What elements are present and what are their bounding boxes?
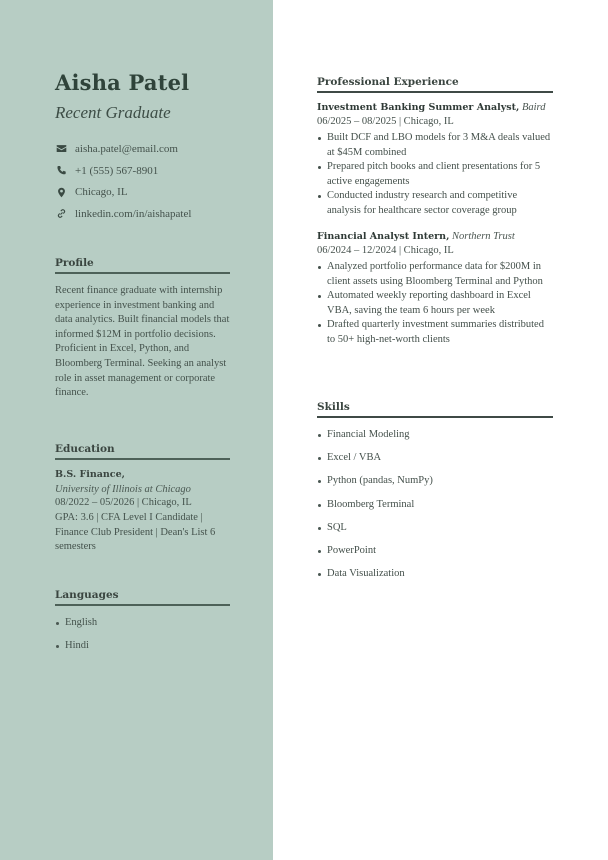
job-title-line	[317, 231, 553, 242]
skill-item: SQL	[317, 521, 553, 544]
education-heading: Education	[55, 443, 230, 460]
language-item: Hindi	[55, 639, 230, 662]
skills-heading: Skills	[317, 401, 553, 418]
job-dates: 06/2025 – 08/2025 | Chicago, IL	[317, 116, 454, 127]
profile-section	[55, 257, 230, 401]
languages-section	[55, 589, 230, 662]
contact-list	[55, 138, 245, 225]
job-title: Financial Analyst Intern,	[317, 231, 450, 242]
education-school: University of Illinois at Chicago	[55, 484, 191, 495]
skill-item: Excel / VBA	[317, 451, 553, 474]
skill-item: Python (pandas, NumPy)	[317, 474, 553, 497]
job-company: Baird	[521, 102, 546, 113]
languages-heading: Languages	[55, 589, 230, 606]
experience-section	[317, 76, 553, 347]
skill-item: Data Visualization	[317, 567, 553, 590]
education-degree: B.S. Finance,	[55, 469, 125, 480]
envelope-icon	[55, 143, 67, 155]
skill-item: PowerPoint	[317, 544, 553, 567]
contact-location-text: Chicago, IL	[75, 186, 128, 199]
job-bullet: Prepared pitch books and client presentations for 5 active engagements	[317, 160, 553, 189]
profile-summary: Recent finance graduate with internship experience in investment banking and data analytics. Built financial models that informed $12M in portfolio decisions. Proficient in Excel, Python, and Bloomberg Terminal. Seeking an analyst role in asset management or corporate finance.	[55, 285, 230, 399]
sidebar	[0, 0, 273, 860]
education-notes: GPA: 3.6 | CFA Level I Candidate | Finance Club President | Dean's List 6 semesters	[55, 512, 216, 553]
education-section	[55, 443, 230, 555]
contact-location	[55, 181, 245, 203]
contact-linkedin-text[interactable]: linkedin.com/in/aishapatel	[75, 207, 192, 220]
language-item: English	[55, 616, 230, 639]
job-bullets	[317, 260, 553, 347]
skills-list	[317, 428, 553, 590]
job-title: Investment Banking Summer Analyst,	[317, 102, 520, 113]
link-icon	[55, 208, 67, 220]
contact-phone	[55, 160, 245, 182]
job-bullet: Built DCF and LBO models for 3 M&A deals valued at $45M combined	[317, 131, 553, 160]
main-column	[273, 0, 608, 860]
map-pin-icon	[55, 186, 67, 198]
profile-heading: Profile	[55, 257, 230, 274]
skill-item: Bloomberg Terminal	[317, 498, 553, 521]
languages-list	[55, 616, 230, 662]
job-dates: 06/2024 – 12/2024 | Chicago, IL	[317, 245, 454, 256]
job-title-line	[317, 102, 553, 113]
skill-item: Financial Modeling	[317, 428, 553, 451]
job-entry	[317, 231, 553, 347]
job-bullet: Analyzed portfolio performance data for $200M in client assets using Bloomberg Terminal and Python	[317, 260, 553, 289]
experience-heading: Professional Experience	[317, 76, 553, 93]
job-bullets	[317, 131, 553, 218]
job-entry	[317, 102, 553, 218]
education-dates: 08/2022 – 05/2026 | Chicago, IL	[55, 497, 192, 508]
candidate-name: Aisha Patel	[55, 70, 190, 95]
job-bullet: Conducted industry research and competitive analysis for healthcare sector coverage group	[317, 189, 553, 218]
job-bullet: Automated weekly reporting dashboard in Excel VBA, saving the team 6 hours per week	[317, 289, 553, 318]
phone-icon	[55, 165, 67, 177]
candidate-tagline: Recent Graduate	[55, 103, 171, 122]
contact-linkedin	[55, 203, 245, 225]
job-company: Northern Trust	[452, 231, 515, 242]
contact-email-text[interactable]: aisha.patel@email.com	[75, 142, 178, 155]
contact-email	[55, 138, 245, 160]
skills-section	[317, 401, 553, 590]
contact-phone-text: +1 (555) 567-8901	[75, 164, 159, 177]
job-bullet: Drafted quarterly investment summaries distributed to 50+ high-net-worth clients	[317, 318, 553, 347]
